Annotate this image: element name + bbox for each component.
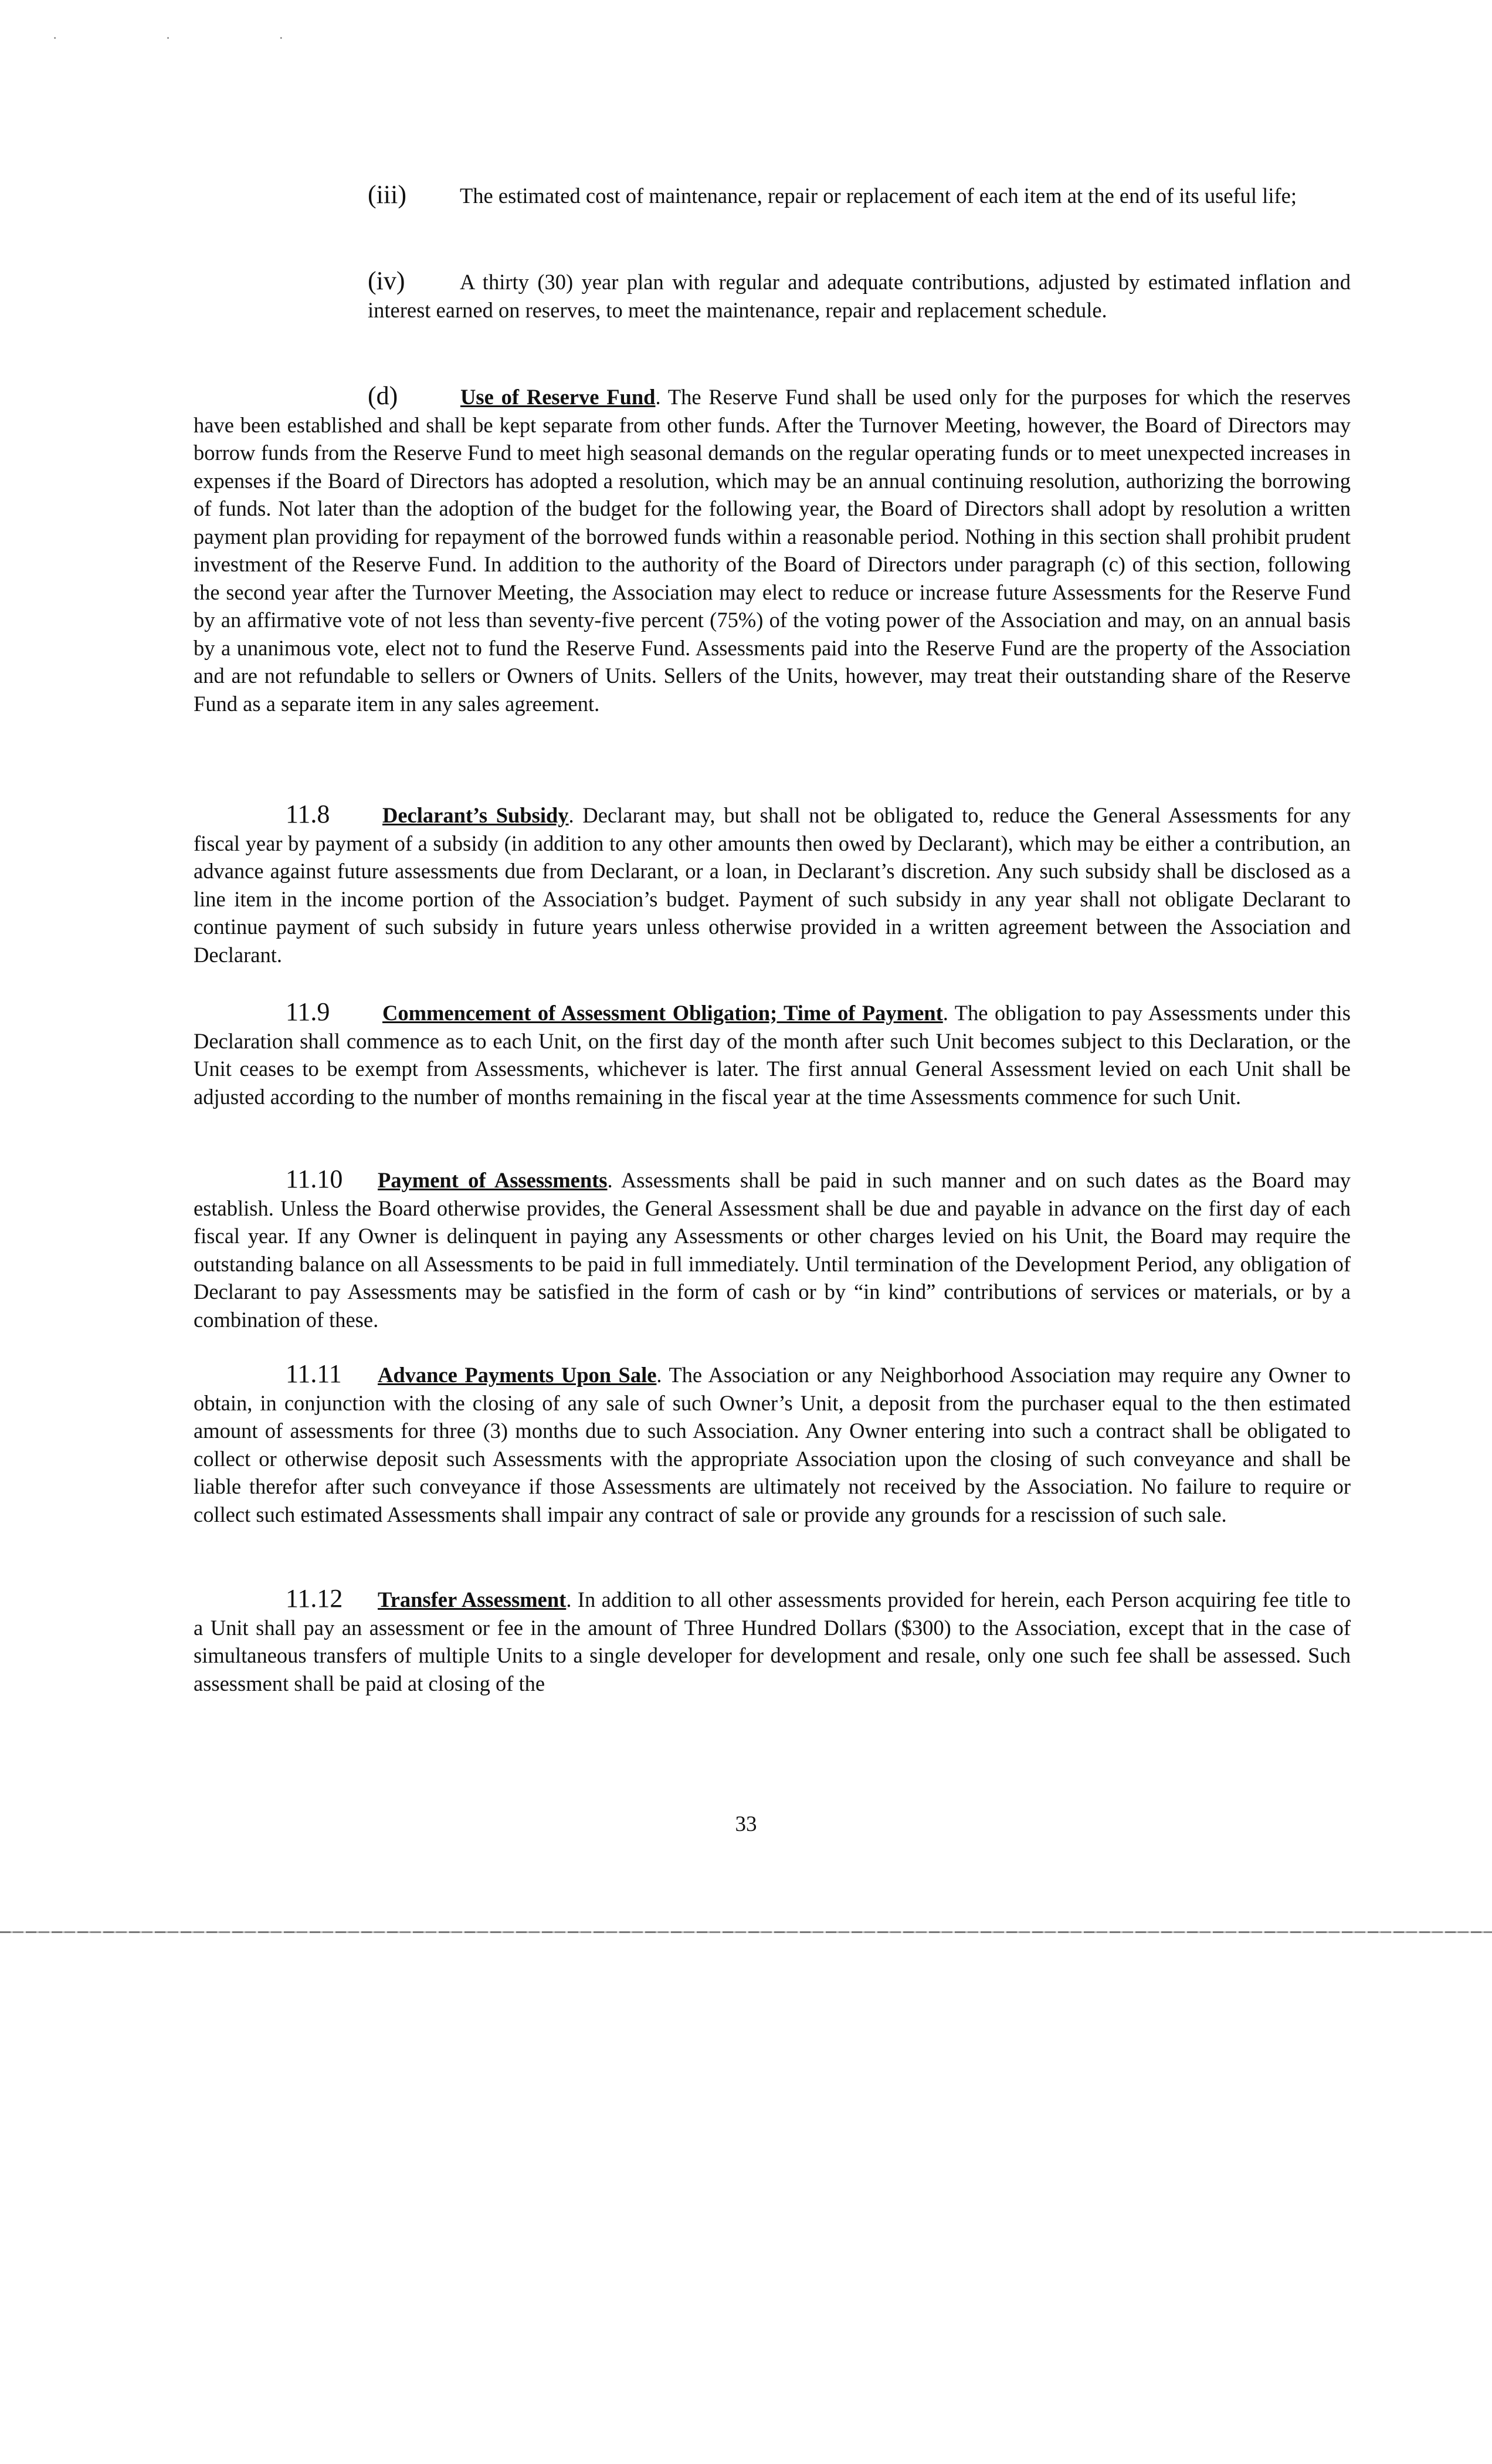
paragraph-number: (iv) (368, 266, 405, 295)
scan-footer-line (0, 1931, 1492, 1933)
paragraph-text: . The Association or any Neighborhood Association may require any Owner to obtain, in conjunction with the closing of any sale of such Owner’s Unit, a deposit from the purchaser equal to the then estimated amount of assessments for three (3) months due to such Association. Any Owner entering into such a contract shall be obligated to collect or otherwise deposit such Assessments with the appropriate Association upon the closing of such conveyance and shall be liable therefor after such conveyance if those Assessments are ultimately not received by the Association. No failure to require or collect such estimated Assessments shall impair any contract of sale or provide any grounds for a rescission of such sale. (194, 1363, 1351, 1527)
paragraph-iv (368, 267, 1351, 324)
paragraph-text: . In addition to all other assessments provided for herein, each Person acquiring fee title to a Unit shall pay an assessment or fee in the amount of Three Hundred Dollars ($300) to the Association, except that in the case of simultaneous transfers of multiple Units to a single developer for development and resale, only one such fee shall be assessed. Such assessment shall be paid at closing of the (194, 1588, 1351, 1695)
section-number: 11.10 (286, 1165, 343, 1193)
paragraph-iii (368, 181, 1351, 210)
section-number: 11.9 (286, 997, 330, 1026)
paragraph-text: . Assessments shall be paid in such manner and on such dates as the Board may establish. Unless the Board otherwise provides, the General Assessment shall be due and payable in advance on the first day of each fiscal year. If any Owner is delinquent in paying any Assessments or other charges levied on his Unit, the Board may require the outstanding balance on all Assessments to be paid in full immediately. Until termination of the Development Period, any obligation of Declarant to pay Assessments may be satisfied in the form of cash or by “in kind” contributions of services or materials, or by a combination of these. (194, 1168, 1351, 1332)
paragraph-number: (iii) (368, 180, 406, 209)
section-11-11-advance-payments (194, 1360, 1351, 1528)
paragraph-text: The estimated cost of maintenance, repair or replacement of each item at the end of its useful life; (460, 184, 1297, 208)
section-11-10-payment-of-assessments (194, 1165, 1351, 1333)
paragraph-text: A thirty (30) year plan with regular and adequate contributions, adjusted by estimated inflation and interest earned on reserves, to meet the maintenance, repair and replacement schedule. (368, 270, 1351, 322)
section-11-8-declarants-subsidy (194, 800, 1351, 969)
section-heading: Transfer Assessment (378, 1588, 567, 1612)
section-heading: Use of Reserve Fund (460, 385, 656, 409)
scan-artifact-marks: · · · (53, 31, 336, 45)
page-number: 33 (735, 1812, 757, 1836)
paragraph-number: (d) (368, 381, 398, 410)
paragraph-text: . The Reserve Fund shall be used only for the purposes for which the reserves have been established and shall be kept separate from other funds. After the Turnover Meeting, however, the Board of Directors may borrow funds from the Reserve Fund to meet high seasonal demands on the regular operating funds or to meet unexpected increases in expenses if the Board of Directors has adopted a resolution, which may be an annual continuing resolution, authorizing the borrowing of funds. Not later than the adoption of the budget for the following year, the Board of Directors shall adopt by resolution a written payment plan providing for repayment of the borrowed funds within a reasonable period. Nothing in this section shall prohibit prudent investment of the Reserve Fund. In addition to the authority of the Board of Directors under paragraph (c) of this section, following the second year after the Turnover Meeting, the Association may elect to reduce or increase future Assessments for the Reserve Fund by an affirmative vote of not less than seventy-five percent (75%) of the voting power of the Association and may, on an annual basis by a unanimous vote, elect not to fund the Reserve Fund. Assessments paid into the Reserve Fund are the property of the Association and are not refundable to sellers or Owners of Units. Sellers of the Units, however, may treat their outstanding share of the Reserve Fund as a separate item in any sales agreement. (194, 385, 1351, 716)
section-heading: Advance Payments Upon Sale (378, 1363, 657, 1387)
paragraph-text: . Declarant may, but shall not be obligated to, reduce the General Assessments for any fiscal year by payment of a subsidy (in addition to any other amounts then owed by Declarant), which may be either a contribution, an advance against future assessments due from Declarant, or a loan, in Declarant’s discretion. Any such subsidy shall be disclosed as a line item in the income portion of the Association’s budget. Payment of such subsidy in any year shall not obligate Declarant to continue payment of such subsidy in future years unless otherwise provided in a written agreement between the Association and Declarant. (194, 803, 1351, 967)
section-heading: Declarant’s Subsidy (382, 803, 569, 827)
section-11-12-transfer-assessment (194, 1585, 1351, 1697)
section-heading: Commencement of Assessment Obligation; Time of Payment (382, 1001, 943, 1025)
section-11-9-commencement (194, 998, 1351, 1111)
section-number: 11.12 (286, 1584, 343, 1613)
section-number: 11.11 (286, 1359, 342, 1388)
paragraph-d-use-of-reserve-fund (194, 382, 1351, 717)
section-number: 11.8 (286, 800, 330, 828)
section-heading: Payment of Assessments (378, 1168, 608, 1192)
paragraph-text: . The obligation to pay Assessments under this Declaration shall commence as to each Unit, on the first day of the month after such Unit becomes subject to this Declaration, or the Unit ceases to be exempt from Assessments, whichever is later. The first annual General Assessment levied on each Unit shall be adjusted according to the number of months remaining in the fiscal year at the time Assessments commence for such Unit. (194, 1001, 1351, 1109)
